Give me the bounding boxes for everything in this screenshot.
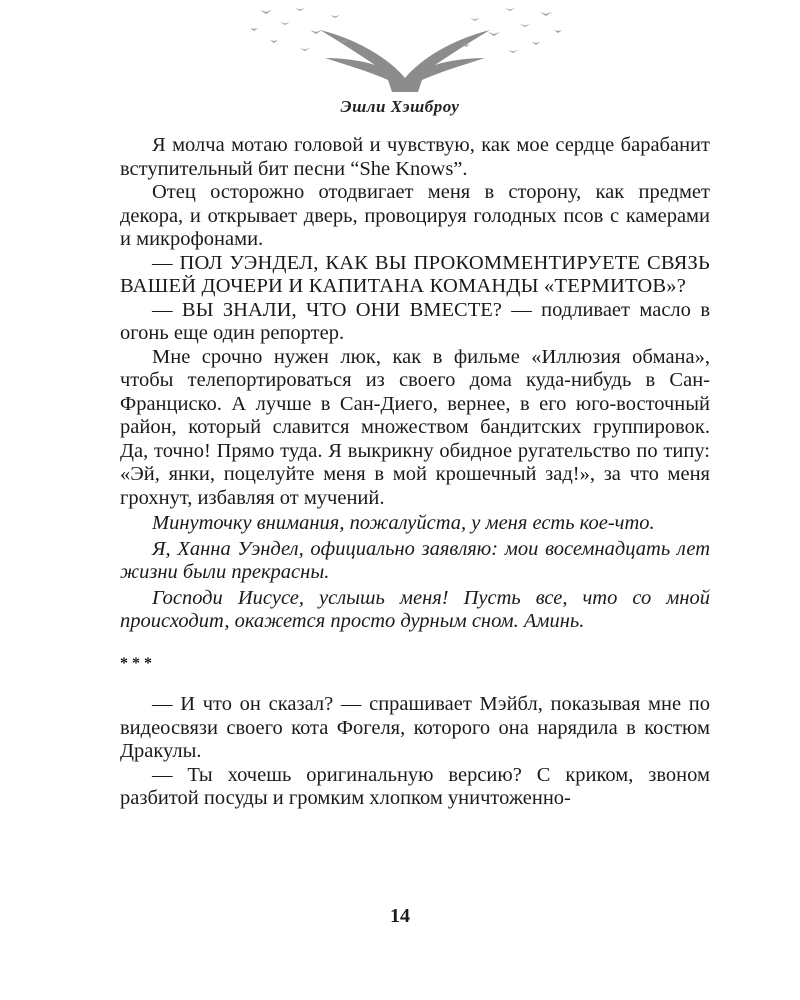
paragraph: — ВЫ ЗНАЛИ, ЧТО ОНИ ВМЕСТЕ? — подливает масло в огонь еще один репортер. [120,298,710,344]
italic-paragraph: Господи Иисусе, услышь меня! Пусть все, что со мной происходит, окажется просто дурным сном. Аминь. [120,586,710,632]
eagle-icon [320,30,490,92]
paragraph: Я молча мотаю головой и чувствую, как мое сердце барабанит вступительный бит песни “She Knows”. [120,134,710,180]
italic-paragraph: Минуточку внимания, пожалуйста, у меня есть кое-что. [152,512,655,534]
paragraph: — И что он сказал? — спрашивает Мэйбл, показывая мне по видеосвязи своего кота Фогеля, которого она нарядила в костюм Дракулы. [120,693,710,762]
page-number: 14 [390,905,410,927]
paragraph: Отец осторожно отодвигает меня в сторону, как предмет декора, и открывает дверь, провоцируя голодных псов с камерами и микрофонами. [120,181,710,250]
paragraph: — Ты хочешь оригинальную версию? С криком, звоном разбитой посуды и громким хлопком уничтоженно- [120,763,710,809]
paragraph: Мне срочно нужен люк, как в фильме «Иллюзия обмана», чтобы телепортироваться из своего дома куда-нибудь в Сан-Франциско. А лучше в Сан-Диего, вернее, в его юго-восточный район, который славится множеством бандитских группировок. Да, точно! Прямо туда. Я выкрикну обидное ругательство по типу: «Эй, янки, поцелуйте меня в мой крошечный зад!», за что меня грохнут, избавляя от мучений. [120,345,710,509]
bird-flock-left-icon [250,8,348,51]
italic-paragraph: Я, Ханна Уэндел, официально заявляю: мои восемнадцать лет жизни были прекрасны. [120,537,710,583]
page-body [120,134,710,811]
bird-flock-right-icon [462,8,562,53]
section-separator: *** [120,654,156,672]
eagle-illustration [240,0,570,100]
paragraph: — ПОЛ УЭНДЕЛ, КАК ВЫ ПРОКОММЕНТИРУЕТЕ СВЯЗЬ ВАШЕЙ ДОЧЕРИ И КАПИТАНА КОМАНДЫ «ТЕРМИТОВ»? [120,251,710,297]
running-header-author: Эшли Хэшброу [340,97,460,116]
